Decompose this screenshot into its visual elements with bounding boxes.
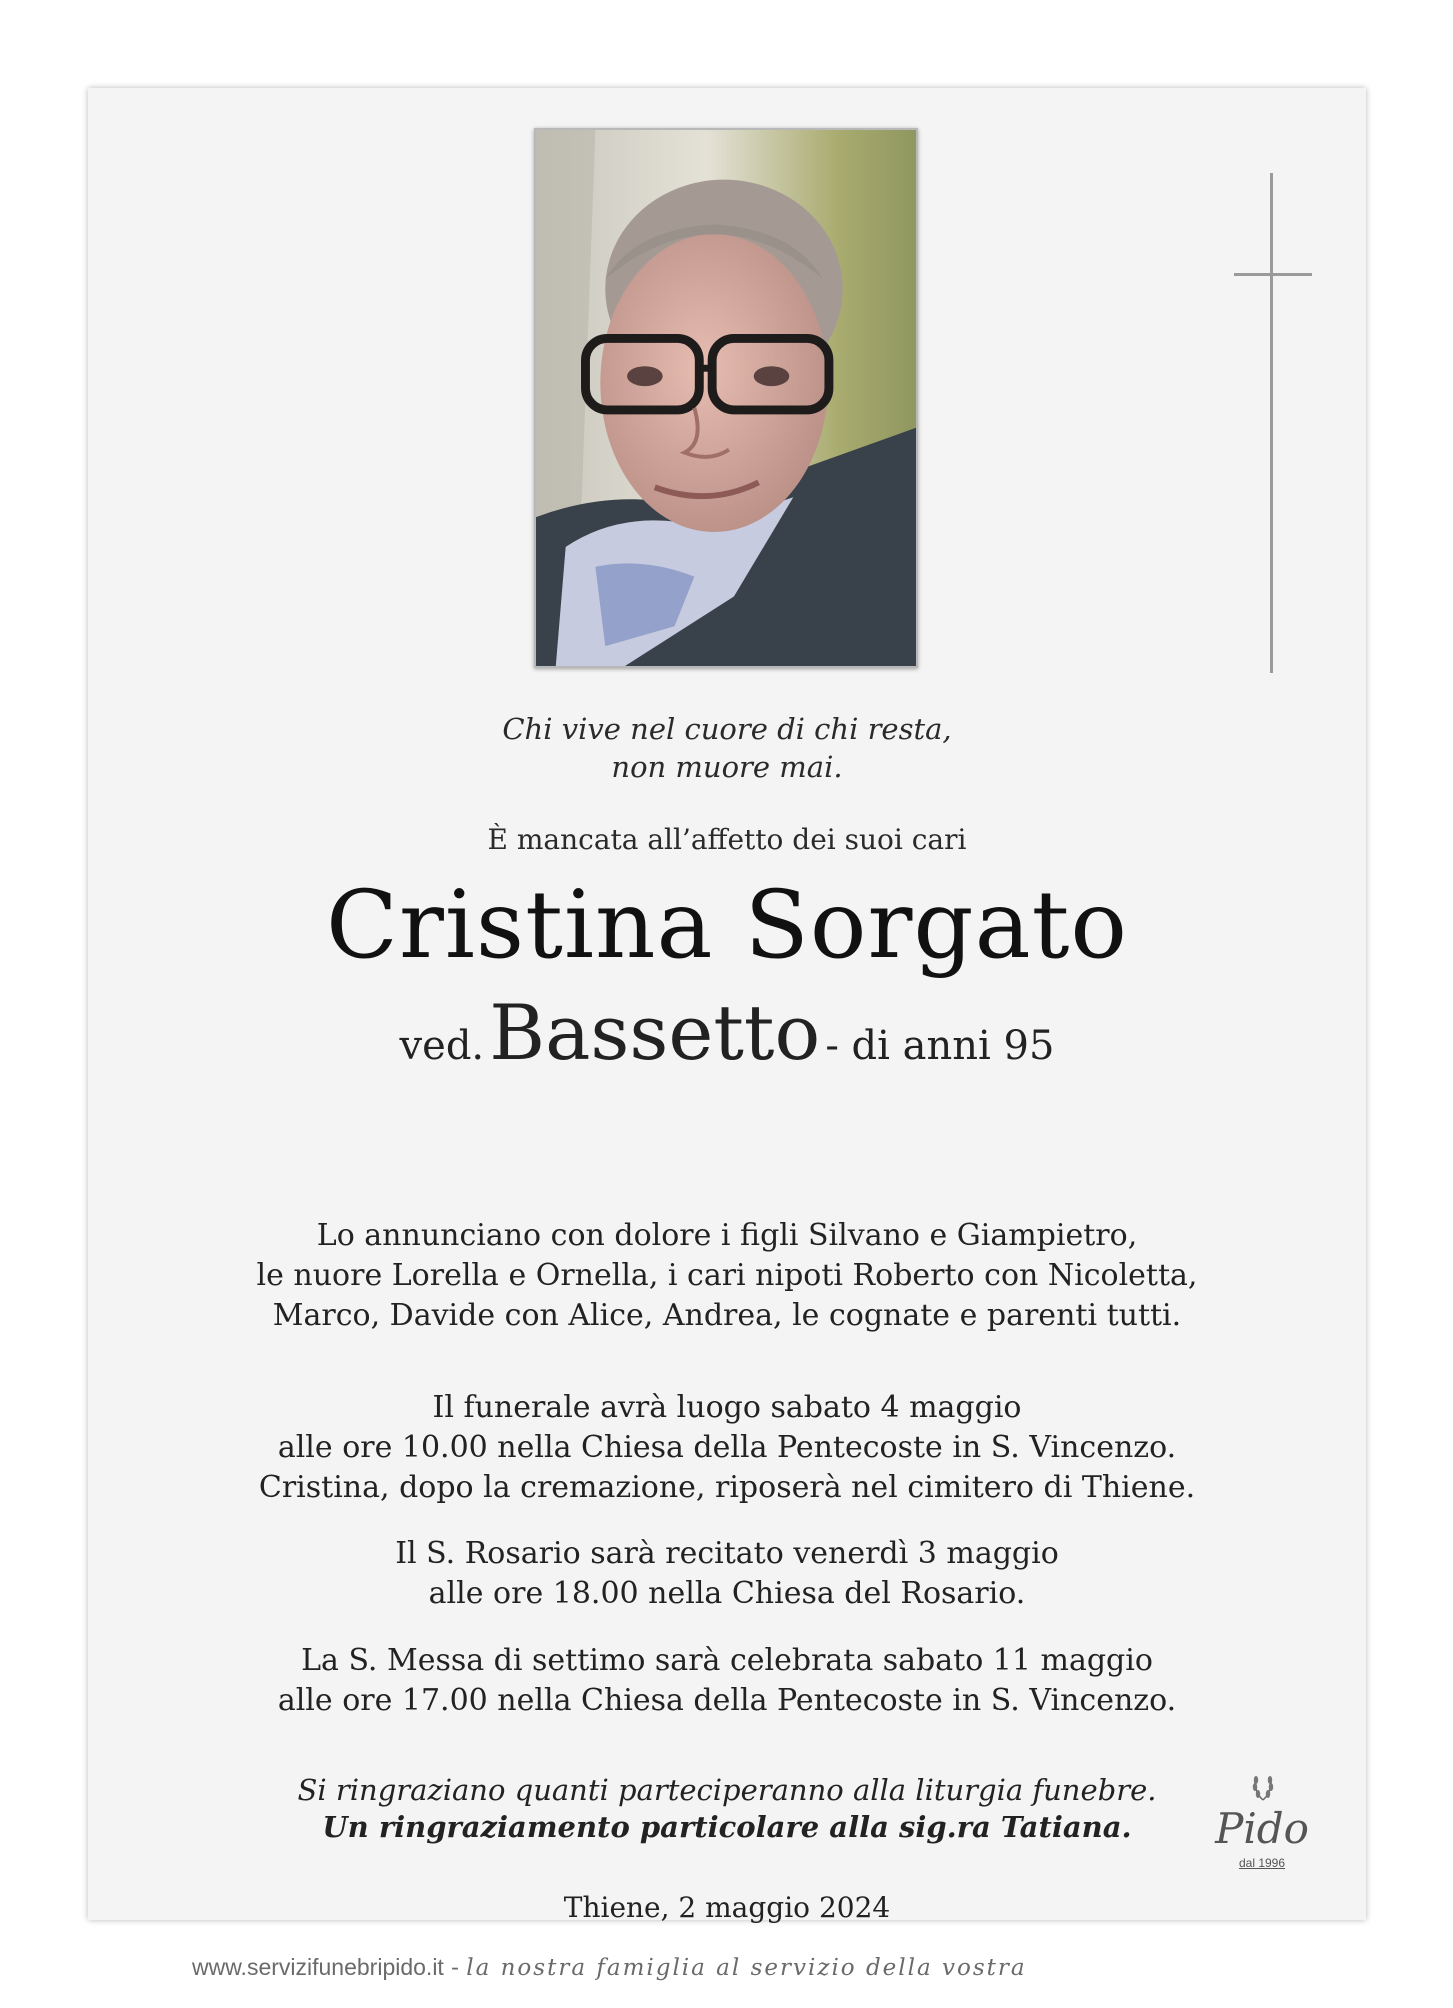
obituary-card bbox=[88, 88, 1366, 1981]
quote-line: Chi vive nel cuore di chi resta, bbox=[502, 712, 952, 746]
thanks-paragraph bbox=[88, 1772, 1366, 1846]
footer-tagline: la nostra famiglia al servizio della vostra bbox=[466, 1955, 1027, 1981]
quote-line: non muore mai. bbox=[611, 750, 843, 784]
paragraph-line: alle ore 10.00 nella Chiesa della Pentecoste in S. Vincenzo. bbox=[277, 1430, 1177, 1465]
paragraph-line: Lo annunciano con dolore i figli Silvano e Giampietro, bbox=[316, 1218, 1138, 1253]
brand-name: Pido bbox=[1215, 1804, 1309, 1853]
place-date: Thiene, 2 maggio 2024 bbox=[563, 1891, 891, 1924]
married-name-line bbox=[88, 983, 1366, 1083]
paragraph-line: le nuore Lorella e Ornella, i cari nipoti Roberto con Nicoletta, bbox=[256, 1258, 1198, 1293]
paragraph-line: alle ore 18.00 nella Chiesa del Rosario. bbox=[428, 1576, 1026, 1611]
cross-icon bbox=[1234, 173, 1312, 673]
paragraph-line: Il funerale avrà luogo sabato 4 maggio bbox=[432, 1390, 1022, 1425]
portrait-photo bbox=[534, 128, 918, 668]
married-surname: Bassetto bbox=[489, 988, 821, 1077]
website-link[interactable]: www.servizifunebripido.it bbox=[192, 1954, 444, 1980]
funeral-paragraph bbox=[88, 1388, 1366, 1508]
memorial-quote bbox=[88, 710, 1366, 786]
paragraph-line: Marco, Davide con Alice, Andrea, le cognate e parenti tutti. bbox=[272, 1298, 1182, 1333]
paragraph-line: Il S. Rosario sarà recitato venerdì 3 maggio bbox=[395, 1536, 1059, 1571]
widow-prefix: ved. bbox=[399, 1023, 485, 1069]
company-logo bbox=[1210, 1768, 1314, 1878]
footer-separator: - bbox=[443, 1955, 467, 1981]
brand-since: dal 1996 bbox=[1238, 1856, 1286, 1870]
age-text: - di anni 95 bbox=[825, 1023, 1055, 1069]
mass-paragraph bbox=[88, 1641, 1366, 1721]
deceased-name: Cristina Sorgato bbox=[326, 871, 1128, 980]
laurel-wreath-icon bbox=[1250, 1768, 1276, 1802]
thanks-line: Si ringraziano quanti parteciperanno alla liturgia funebre. bbox=[297, 1773, 1157, 1807]
rosary-paragraph bbox=[88, 1534, 1366, 1614]
paragraph-line: alle ore 17.00 nella Chiesa della Pentecoste in S. Vincenzo. bbox=[277, 1683, 1177, 1718]
paragraph-line: La S. Messa di settimo sarà celebrata sabato 11 maggio bbox=[301, 1643, 1153, 1678]
paragraph-line: Cristina, dopo la cremazione, riposerà nel cimitero di Thiene. bbox=[258, 1470, 1196, 1505]
footer bbox=[192, 1954, 1027, 1981]
special-thanks-line: Un ringraziamento particolare alla sig.ra Tatiana. bbox=[322, 1810, 1132, 1844]
intro-text: È mancata all’affetto dei suoi cari bbox=[487, 823, 967, 856]
announcement-paragraph bbox=[88, 1216, 1366, 1336]
